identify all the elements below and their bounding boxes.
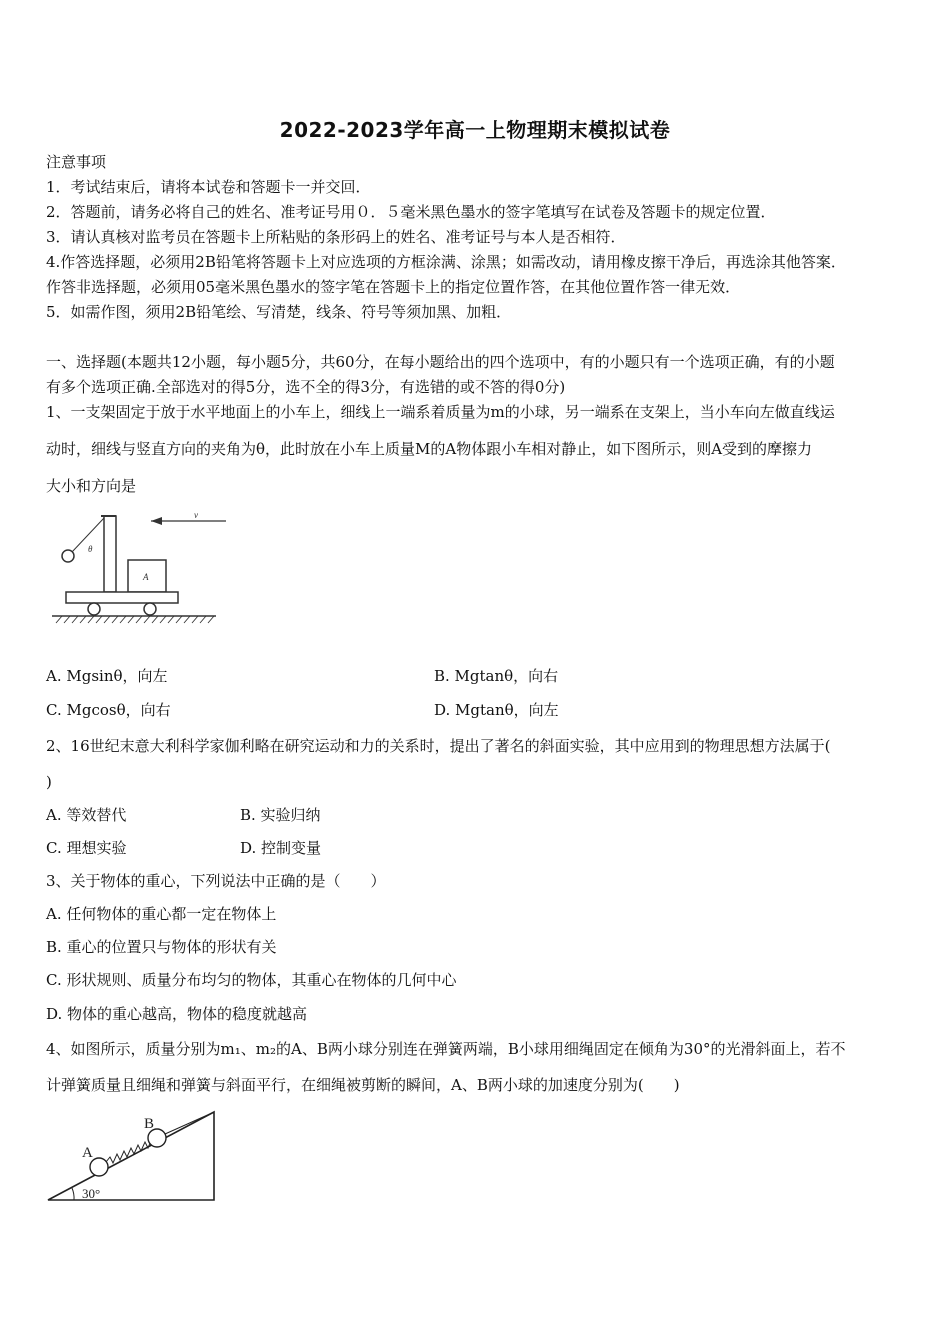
q2-option-d: D. 控制变量	[240, 839, 322, 857]
velocity-label: v	[194, 510, 198, 520]
q4-incline-figure	[44, 1108, 220, 1204]
q1-option-c: C. Mgcosθ，向右	[46, 701, 171, 719]
cart-post	[104, 516, 116, 592]
notice-item-2: 2．答题前，请务必将自己的姓名、准考证号用０．５毫米黑色墨水的签字笔填写在试卷及答题卡的规定位置．	[46, 203, 776, 221]
q1-stem-line-3: 大小和方向是	[46, 477, 137, 495]
section-heading-line-2: 有多个选项正确.全部选对的得5分，选不全的得3分，有选错的或不答的得0分)	[46, 378, 566, 396]
q1-option-a: A. Mgsinθ，向左	[46, 667, 168, 685]
q4-stem-line-1: 4、如图所示，质量分别为m₁、m₂的A、B两小球分别连在弹簧两端，B小球用细绳固定在倾角为30°的光滑斜面上，若不	[46, 1040, 846, 1058]
q4-stem-line-2: 计弹簧质量且细绳和弹簧与斜面平行，在细绳被剪断的瞬间，A、B两小球的加速度分别为( )	[46, 1076, 680, 1094]
q1-stem-line-1: 1、一支架固定于放于水平地面上的小车上，细线上一端系着质量为m的小球，另一端系在支架上，当小车向左做直线运	[46, 403, 835, 421]
q1-option-d: D. Mgtanθ，向左	[434, 701, 559, 719]
ground-hatching	[56, 616, 214, 623]
incline	[48, 1112, 214, 1200]
section-heading-line-1: 一、选择题(本题共12小题，每小题5分，共60分，在每小题给出的四个选项中，有的小题只有一个选项正确，有的小题	[46, 353, 835, 371]
rope	[165, 1113, 212, 1134]
notice-item-1: 1．考试结束后，请将本试卷和答题卡一并交回．	[46, 178, 371, 196]
notice-item-4-cont: 作答非选择题，必须用05毫米黑色墨水的签字笔在答题卡上的指定位置作答，在其他位置作答一律无效．	[46, 278, 741, 296]
q2-stem-line-2: )	[46, 773, 52, 791]
velocity-arrow-head	[151, 517, 162, 525]
q2-option-b: B. 实验归纳	[240, 806, 321, 824]
q3-option-d: D. 物体的重心越高，物体的稳度就越高	[46, 1005, 308, 1023]
pendulum-ball	[62, 550, 74, 562]
angle-arc	[72, 1188, 74, 1200]
q2-option-c: C. 理想实验	[46, 839, 127, 857]
q2-stem-line-1: 2、16世纪末意大利科学家伽利略在研究运动和力的关系时，提出了著名的斜面实验，其中应用到的物理思想方法属于(	[46, 737, 831, 755]
notice-item-3: 3．请认真核对监考员在答题卡上所粘贴的条形码上的姓名、准考证号与本人是否相符．	[46, 228, 626, 246]
q3-option-b: B. 重心的位置只与物体的形状有关	[46, 938, 277, 956]
q2-option-a: A. 等效替代	[46, 806, 127, 824]
cart-wheel-right	[144, 603, 156, 615]
q3-option-a: A. 任何物体的重心都一定在物体上	[46, 905, 277, 923]
q1-stem-line-2: 动时，细线与竖直方向的夹角为θ，此时放在小车上质量M的A物体跟小车相对静止，如下图所示，则A受到的摩擦力	[46, 440, 813, 458]
q3-option-c: C. 形状规则、质量分布均匀的物体，其重心在物体的几何中心	[46, 971, 457, 989]
notice-item-5: 5．如需作图，须用2B铅笔绘、写清楚，线条、符号等须加黑、加粗．	[46, 303, 512, 321]
spring	[106, 1142, 150, 1163]
angle-label: 30°	[82, 1186, 101, 1201]
q3-stem: 3、关于物体的重心，下列说法中正确的是（ ）	[46, 872, 386, 890]
notice-item-4: 4.作答选择题，必须用2B铅笔将答题卡上对应选项的方框涂满、涂黑；如需改动，请用橡皮擦干净后，再选涂其他答案．	[46, 253, 846, 271]
page-title: 2022-2023学年高一上物理期末模拟试卷	[279, 118, 671, 142]
block-a-label: A	[143, 572, 149, 582]
cart-base	[66, 592, 178, 603]
notice-heading: 注意事项	[46, 153, 107, 171]
q1-cart-figure	[46, 506, 226, 628]
q1-option-b: B. Mgtanθ，向右	[434, 667, 559, 685]
label-a: A	[82, 1145, 93, 1161]
theta-label: θ	[88, 544, 93, 554]
cart-wheel-left	[88, 603, 100, 615]
label-b: B	[144, 1116, 155, 1132]
